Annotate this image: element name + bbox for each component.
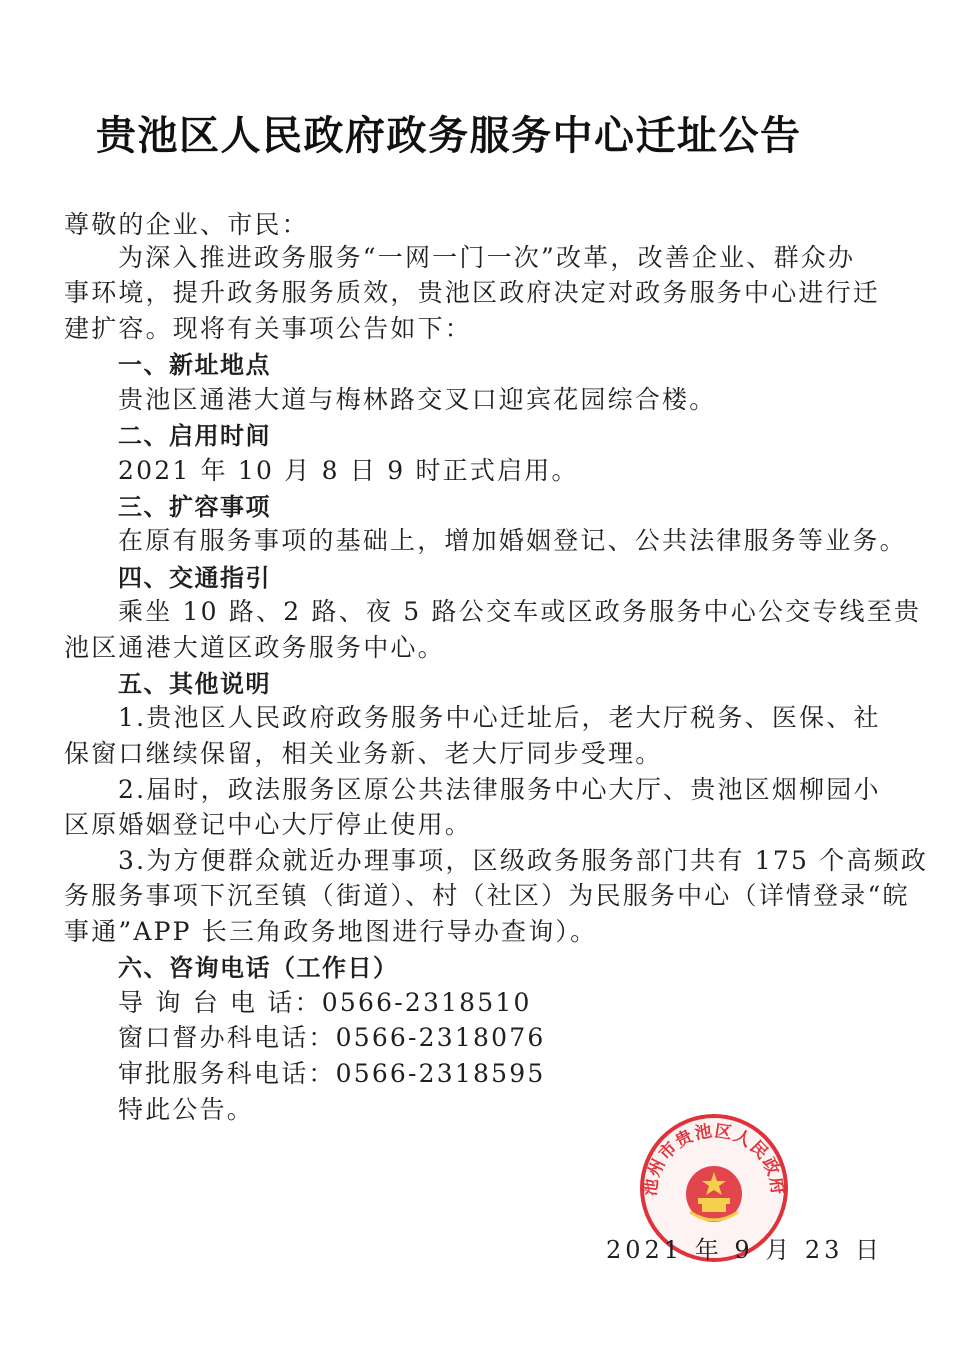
section-text-address: 贵池区通港大道与梅林路交叉口迎宾花园综合楼。 — [118, 385, 717, 414]
seal-text: 池州市贵池区人民政府 — [640, 1121, 788, 1198]
intro-line-2: 事环境，提升政务服务质效，贵池区政府决定对政务服务中心进行迁 — [64, 278, 881, 307]
section-text-start-time: 2021 年 10 月 8 日 9 时正式启用。 — [118, 456, 579, 485]
closing-text: 特此公告。 — [118, 1095, 255, 1124]
intro-line-1: 为深入推进政务服务“一网一门一次”改革，改善企业、群众办 — [118, 243, 856, 272]
section-text-other-4: 区原婚姻登记中心大厅停止使用。 — [64, 810, 473, 839]
phone-number: 0566-2318076 — [335, 1023, 546, 1052]
section-text-transport-1: 乘坐 10 路、2 路、夜 5 路公交车或区政务服务中心公交专线至贵 — [118, 597, 922, 626]
phone-label: 审批服务科电话： — [118, 1059, 336, 1088]
phone-number: 0566-2318595 — [335, 1059, 546, 1088]
section-text-other-7: 事通”APP 长三角政务地图进行导办查询）。 — [64, 917, 598, 946]
salutation: 尊敬的企业、市民： — [64, 210, 309, 239]
phone-row — [118, 1023, 545, 1053]
phone-label: 窗口督办科电话： — [118, 1023, 336, 1052]
section-heading-start-time: 二、启用时间 — [118, 422, 271, 450]
section-text-other-6: 务服务事项下沉至镇（街道）、村（社区）为民服务中心（详情登录“皖 — [64, 881, 910, 910]
section-heading-address: 一、新址地点 — [118, 351, 271, 379]
section-heading-expansion: 三、扩容事项 — [118, 493, 271, 521]
phone-row — [118, 1059, 545, 1089]
phone-row — [118, 988, 532, 1018]
section-text-transport-2: 池区通港大道区政务服务中心。 — [64, 633, 445, 662]
notice-title: 贵池区人民政府政务服务中心迁址公告 — [96, 112, 802, 159]
section-text-other-5: 3.为方便群众就近办理事项，区级政务服务部门共有 175 个高频政 — [118, 846, 929, 875]
section-text-other-1: 1.贵池区人民政府政务服务中心迁址后，老大厅税务、医保、社 — [118, 703, 881, 732]
section-heading-transport: 四、交通指引 — [118, 564, 271, 592]
phone-number: 0566-2318510 — [321, 988, 532, 1017]
section-heading-phones: 六、咨询电话（工作日） — [118, 954, 399, 982]
notice-date: 2021 年 9 月 23 日 — [606, 1236, 884, 1264]
section-text-expansion: 在原有服务事项的基础上，增加婚姻登记、公共法律服务等业务。 — [118, 526, 907, 555]
section-text-other-2: 保窗口继续保留，相关业务新、老大厅同步受理。 — [64, 739, 663, 768]
national-emblem-icon — [686, 1166, 742, 1222]
section-text-other-3: 2.届时，政法服务区原公共法律服务中心大厅、贵池区烟柳园小 — [118, 775, 881, 804]
section-heading-other: 五、其他说明 — [118, 670, 271, 698]
phone-label: 导 询 台 电 话： — [118, 988, 322, 1017]
intro-line-3: 建扩容。现将有关事项公告如下： — [64, 314, 473, 343]
